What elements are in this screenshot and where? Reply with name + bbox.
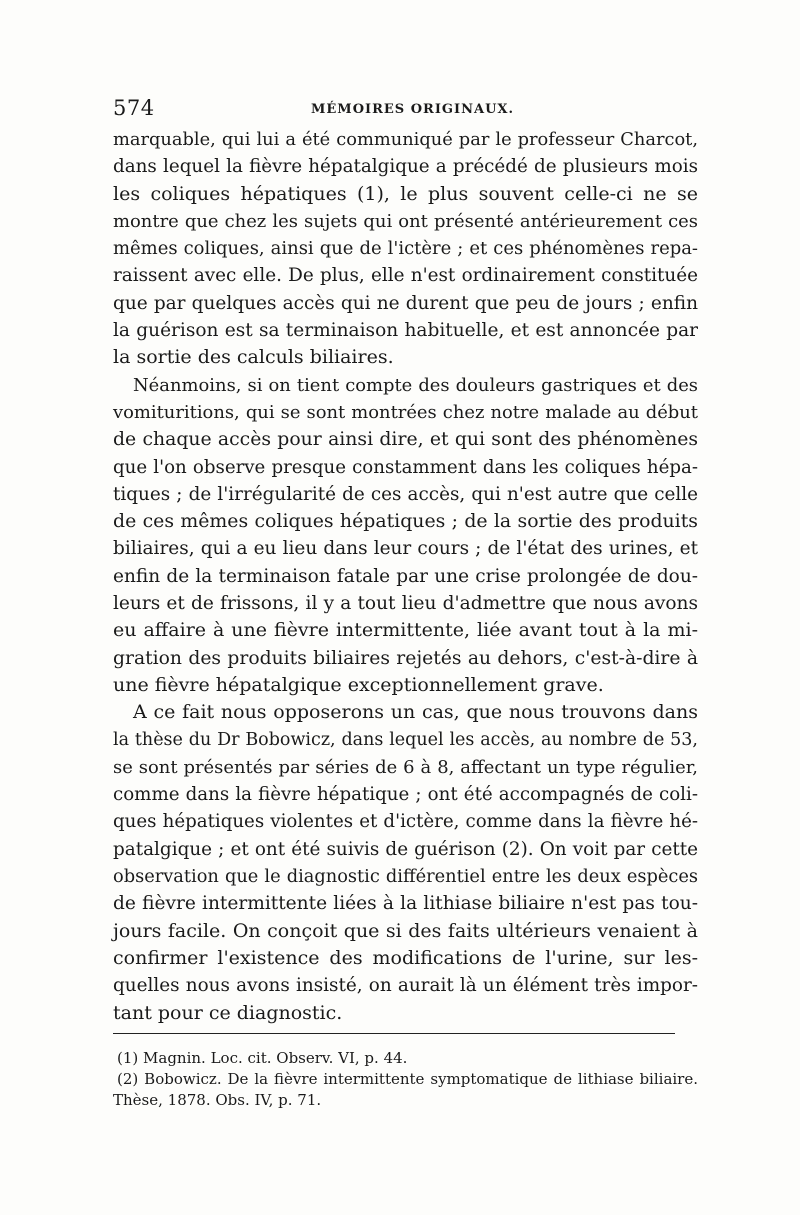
text-line: la sortie des calculs biliaires.: [113, 346, 394, 369]
page-header: [113, 96, 698, 126]
text-line: A ce fait nous opposerons un cas, que nous trouvons dans: [133, 701, 698, 724]
text-line: jours facile. On conçoit que si des faits ultérieurs venaient à: [113, 919, 698, 942]
text-line: tiques ; de l'irrégularité de ces accès, qui n'est autre que celle: [113, 483, 698, 505]
text-line: que par quelques accès qui ne durent que peu de jours ; enfin: [113, 292, 698, 314]
text-line: de chaque accès pour ainsi dire, et qui sont des phénomènes: [113, 429, 698, 451]
text-line: raissent avec elle. De plus, elle n'est ordinairement constituée: [113, 265, 698, 287]
footnotes: [113, 1048, 698, 1111]
text-line: dans lequel la fièvre hépatalgique a précédé de plusieurs mois: [113, 156, 698, 178]
running-head: MÉMOIRES ORIGINAUX.: [311, 102, 515, 117]
footnote-2-line-2: Thèse, 1878. Obs. IV, p. 71.: [113, 1091, 322, 1109]
text-line: vomituritions, qui se sont montrées chez notre malade au début: [113, 401, 698, 423]
text-line: Néanmoins, si on tient compte des douleurs gastriques et des: [133, 374, 698, 396]
text-line: ques hépatiques violentes et d'ictère, comme dans la fièvre hé-: [113, 811, 698, 833]
text-line: que l'on observe presque constamment dans les coliques hépa-: [113, 456, 698, 478]
text-line: gration des produits biliaires rejetés au dehors, c'est-à-dire à: [113, 647, 698, 669]
footnote-2-line-1: (2) Bobowicz. De la fièvre intermittente symptomatique de lithiase biliaire.: [117, 1070, 698, 1088]
text-line: tant pour ce diagnostic.: [113, 1001, 343, 1024]
text-line: se sont présentés par séries de 6 à 8, affectant un type régulier,: [113, 756, 698, 778]
text-line: eu affaire à une fièvre intermittente, liée avant tout à la mi-: [113, 619, 698, 642]
text-line: biliaires, qui a eu lieu dans leur cours ; de l'état des urines, et: [113, 538, 698, 560]
text-line: comme dans la fièvre hépatique ; ont été accompagnés de coli-: [113, 784, 698, 806]
text-line: quelles nous avons insisté, on aurait là un élément très impor-: [113, 975, 698, 997]
text-line: de ces mêmes coliques hépatiques ; de la sortie des produits: [113, 510, 698, 533]
text-line: leurs et de frissons, il y a tout lieu d'admettre que nous avons: [113, 593, 698, 615]
text-line: la guérison est sa terminaison habituelle, et est annoncée par: [113, 320, 698, 342]
text-line: montre que chez les sujets qui ont présenté antérieurement ces: [113, 210, 698, 232]
text-line: confirmer l'existence des modifications de l'urine, sur les-: [113, 946, 698, 969]
page-number: 574: [113, 96, 155, 120]
text-line: observation que le diagnostic différentiel entre les deux espèces: [113, 866, 698, 888]
text-line: la thèse du Dr Bobowicz, dans lequel les accès, au nombre de 53,: [113, 729, 698, 750]
text-line: de fièvre intermittente liées à la lithiase biliaire n'est pas tou-: [113, 893, 698, 915]
body-text: [113, 126, 698, 1027]
text-line: enfin de la terminaison fatale par une crise prolongée de dou-: [113, 565, 698, 587]
text-line: patalgique ; et ont été suivis de guérison (2). On voit par cette: [113, 838, 698, 860]
text-line: marquable, qui lui a été communiqué par le professeur Charcot,: [113, 129, 698, 150]
text-line: une fièvre hépatalgique exceptionnellement grave.: [113, 673, 604, 696]
text-line: les coliques hépatiques (1), le plus souvent celle-ci ne se: [113, 182, 698, 205]
footnote-1: (1) Magnin. Loc. cit. Observ. VI, p. 44.: [117, 1049, 408, 1067]
footnote-rule: [113, 1033, 675, 1034]
text-line: mêmes coliques, ainsi que de l'ictère ; et ces phénomènes repa-: [113, 238, 698, 260]
